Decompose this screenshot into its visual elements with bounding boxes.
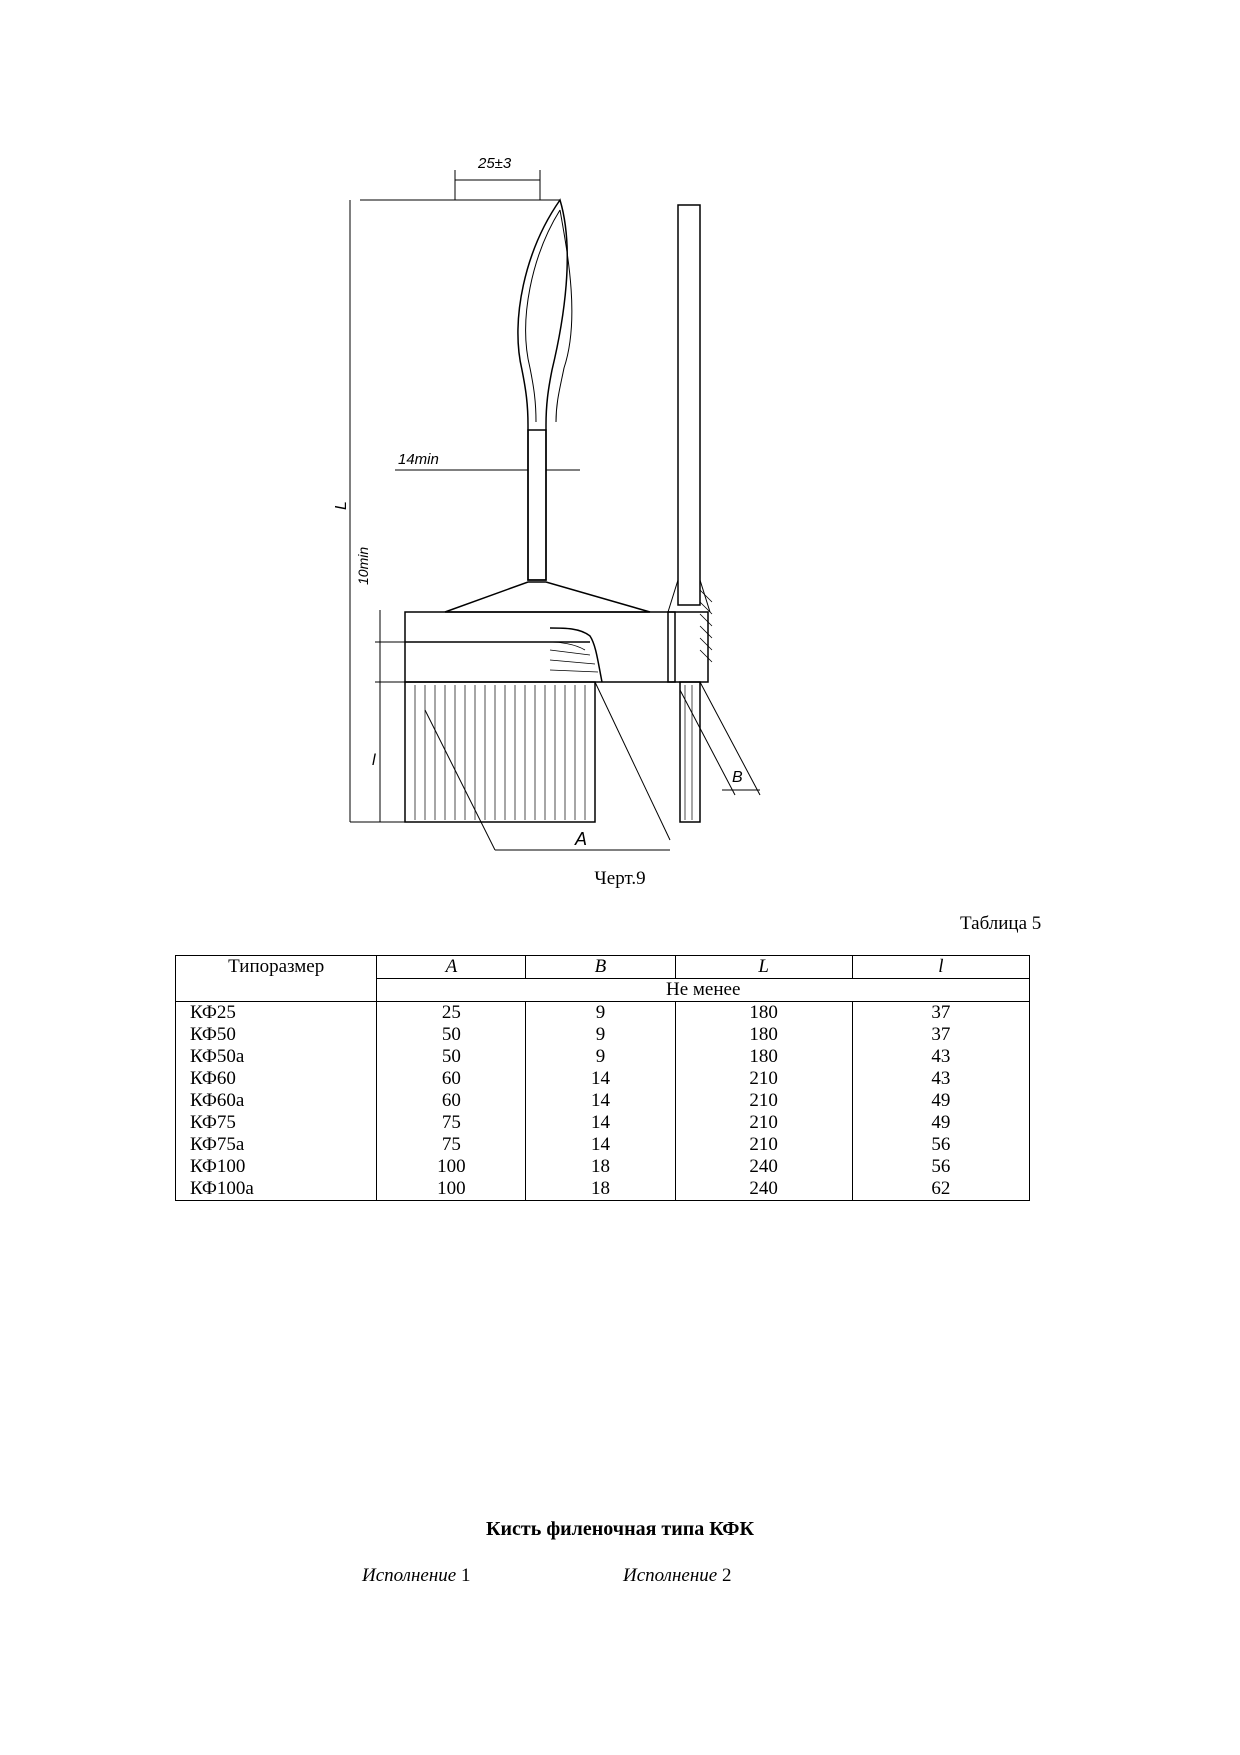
ferrule-min-label: 10min [355, 546, 371, 585]
cell-value: 18 [526, 1156, 675, 1178]
ferrule-cone [445, 582, 650, 612]
bristle-width-label: A [575, 829, 588, 849]
dimensions-table [175, 955, 1030, 1201]
table-row [176, 1112, 1030, 1134]
cell-value: 18 [526, 1178, 675, 1201]
cell-value: 49 [852, 1090, 1029, 1112]
cell-value: 49 [852, 1112, 1029, 1134]
table-row [176, 1024, 1030, 1046]
cell-value: 100 [377, 1156, 526, 1178]
variant-2-label [623, 1565, 731, 1587]
cell-type: КФ100а [176, 1178, 377, 1201]
brush-technical-drawing [333, 150, 890, 870]
cell-value: 9 [526, 1046, 675, 1068]
table-row [176, 1090, 1030, 1112]
table-row [176, 1178, 1030, 1201]
side-bristles [680, 682, 700, 822]
section-title: Кисть филеночная типа КФК [486, 1518, 754, 1540]
bristle-lines [415, 685, 585, 820]
variant-1-number: 1 [460, 1565, 471, 1586]
bristle-length-label: l [372, 752, 376, 769]
cell-value: 240 [675, 1156, 852, 1178]
thickness-label: B [732, 769, 743, 786]
cell-value: 9 [526, 1002, 675, 1025]
cell-value: 56 [852, 1156, 1029, 1178]
cell-value: 180 [675, 1046, 852, 1068]
header-l-upper: L [675, 956, 852, 979]
cell-value: 60 [377, 1090, 526, 1112]
table-row [176, 1068, 1030, 1090]
table-row [176, 1046, 1030, 1068]
total-length-label: L [333, 501, 350, 510]
cell-type: КФ75 [176, 1112, 377, 1134]
variant-1-word: Исполнение [362, 1565, 457, 1586]
ferrule-body [405, 612, 675, 682]
cell-value: 43 [852, 1046, 1029, 1068]
variant-2-word: Исполнение [623, 1565, 718, 1586]
cell-value: 75 [377, 1134, 526, 1156]
cell-value: 14 [526, 1068, 675, 1090]
variant-1-label [362, 1565, 470, 1587]
side-handle [678, 205, 700, 605]
cell-value: 60 [377, 1068, 526, 1090]
cell-value: 75 [377, 1112, 526, 1134]
head-width-label: 25±3 [478, 155, 512, 172]
cell-type: КФ60 [176, 1068, 377, 1090]
table-row [176, 1002, 1030, 1025]
header-b: B [526, 956, 675, 979]
header-type: Типоразмер [176, 956, 377, 1002]
neck-width-label: 14min [398, 451, 439, 468]
cell-value: 25 [377, 1002, 526, 1025]
cell-value: 210 [675, 1068, 852, 1090]
cell-value: 180 [675, 1002, 852, 1025]
subheader-min: Не менее [377, 979, 1030, 1002]
cell-value: 50 [377, 1024, 526, 1046]
cell-value: 62 [852, 1178, 1029, 1201]
handle-neck [528, 430, 546, 580]
header-l-lower: l [852, 956, 1029, 979]
cell-value: 50 [377, 1046, 526, 1068]
cell-value: 56 [852, 1134, 1029, 1156]
table-label: Таблица 5 [960, 913, 1042, 934]
cell-value: 100 [377, 1178, 526, 1201]
cell-value: 37 [852, 1024, 1029, 1046]
figure-caption: Черт.9 [594, 868, 646, 889]
header-a: A [377, 956, 526, 979]
cell-value: 210 [675, 1090, 852, 1112]
table-row [176, 1134, 1030, 1156]
dimension-lines [350, 170, 670, 850]
cell-value: 240 [675, 1178, 852, 1201]
cell-value: 180 [675, 1024, 852, 1046]
cell-value: 9 [526, 1024, 675, 1046]
side-ferrule [668, 612, 708, 682]
cell-value: 210 [675, 1112, 852, 1134]
cell-type: КФ60а [176, 1090, 377, 1112]
cell-value: 14 [526, 1112, 675, 1134]
cell-value: 37 [852, 1002, 1029, 1025]
cell-value: 14 [526, 1090, 675, 1112]
table-row [176, 1156, 1030, 1178]
variant-2-number: 2 [721, 1565, 732, 1586]
cell-type: КФ100 [176, 1156, 377, 1178]
cell-type: КФ50а [176, 1046, 377, 1068]
cell-value: 210 [675, 1134, 852, 1156]
cell-value: 14 [526, 1134, 675, 1156]
cell-type: КФ75а [176, 1134, 377, 1156]
cell-type: КФ50 [176, 1024, 377, 1046]
cell-value: 43 [852, 1068, 1029, 1090]
bristles [405, 682, 595, 822]
cell-type: КФ25 [176, 1002, 377, 1025]
